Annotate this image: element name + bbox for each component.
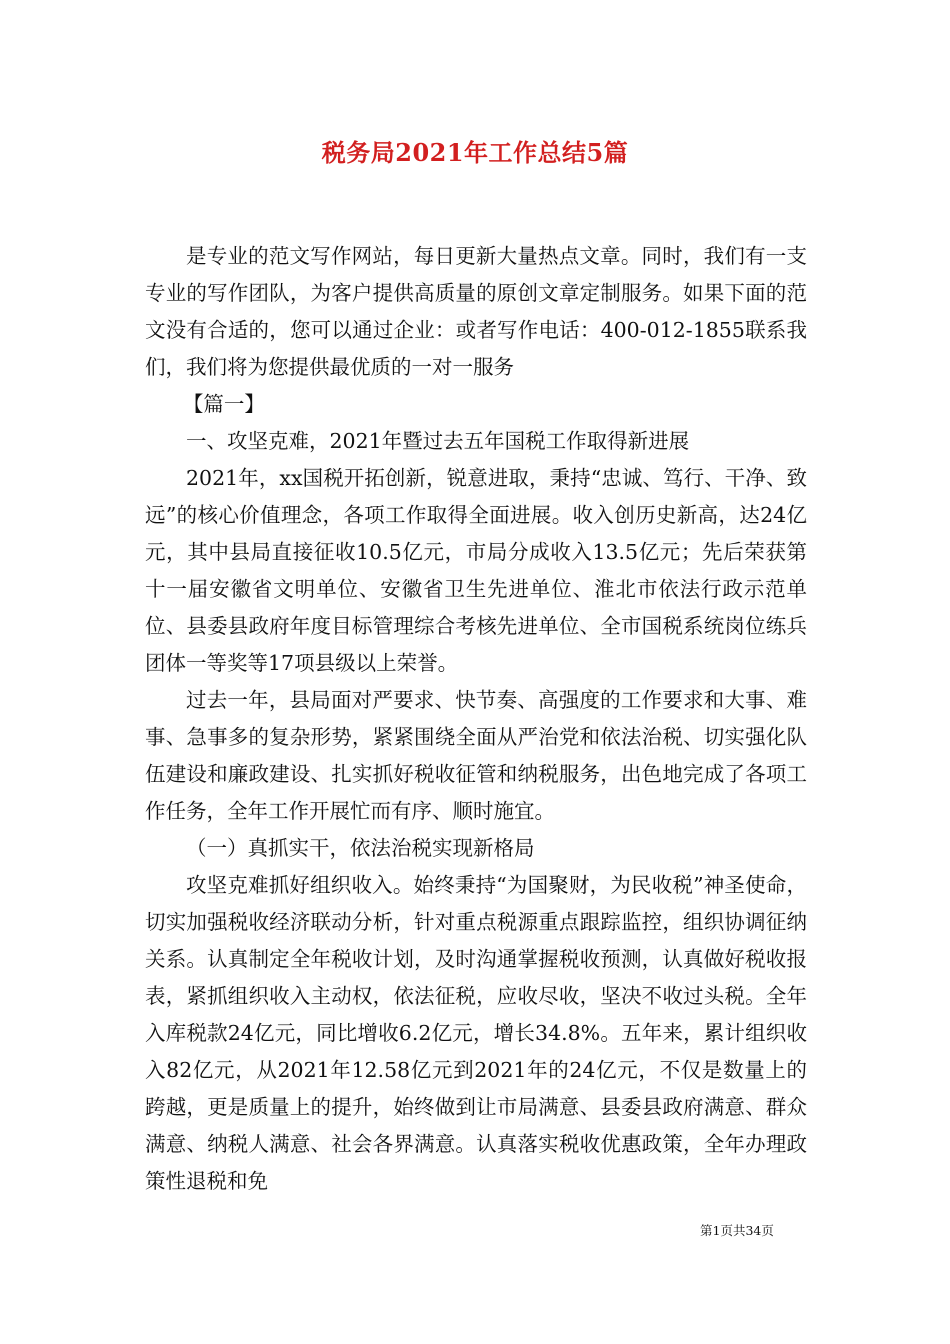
section-heading: 一、攻坚克难，2021年暨过去五年国税工作取得新进展: [186, 429, 690, 453]
page-number: 第1页共34页: [700, 1223, 774, 1238]
section-label: 【篇一】: [182, 392, 265, 416]
body-paragraph: 过去一年，县局面对严要求、快节奏、高强度的工作要求和大事、难事、急事多的复杂形势，紧紧围绕全面从严治党和依法治税、切实强化队伍建设和廉政建设、扎实抓好税收征管和纳税服务，出色地完成了各项工作任务，全年工作开展忙而有序、顺时施宜。: [145, 688, 807, 823]
subsection-heading: （一）真抓实干，依法治税实现新格局: [186, 836, 535, 860]
document-title: 税务局2021年工作总结5篇: [321, 138, 629, 167]
body-paragraph: 2021年，xx国税开拓创新，锐意进取，秉持“忠诚、笃行、干净、致远”的核心价值理念，各项工作取得全面进展。收入创历史新高，达24亿元，其中县局直接征收10.5亿元，市局分成收入13.5亿元；先后荣获第十一届安徽省文明单位、安徽省卫生先进单位、淮北市依法行政示范单位、县委县政府年度目标管理综合考核先进单位、全市国税系统岗位练兵团体一等奖等17项县级以上荣誉。: [145, 466, 807, 675]
body-paragraph: 攻坚克难抓好组织收入。始终秉持“为国聚财，为民收税”神圣使命，切实加强税收经济联动分析，针对重点税源重点跟踪监控，组织协调征纳关系。认真制定全年税收计划，及时沟通掌握税收预测，认真做好税收报表，紧抓组织收入主动权，依法征税，应收尽收，坚决不收过头税。全年入库税款24亿元，同比增收6.2亿元，增长34.8%。五年来，累计组织收入82亿元，从2021年12.58亿元到2021年的24亿元，不仅是数量上的跨越，更是质量上的提升，始终做到让市局满意、县委县政府满意、群众满意、纳税人满意、社会各界满意。认真落实税收优惠政策，全年办理政策性退税和免: [145, 873, 807, 1193]
intro-paragraph: 是专业的范文写作网站，每日更新大量热点文章。同时，我们有一支专业的写作团队，为客户提供高质量的原创文章定制服务。如果下面的范文没有合适的，您可以通过企业：或者写作电话：400-012-1855联系我们，我们将为您提供最优质的一对一服务: [145, 244, 807, 379]
document-body: [145, 238, 807, 1200]
